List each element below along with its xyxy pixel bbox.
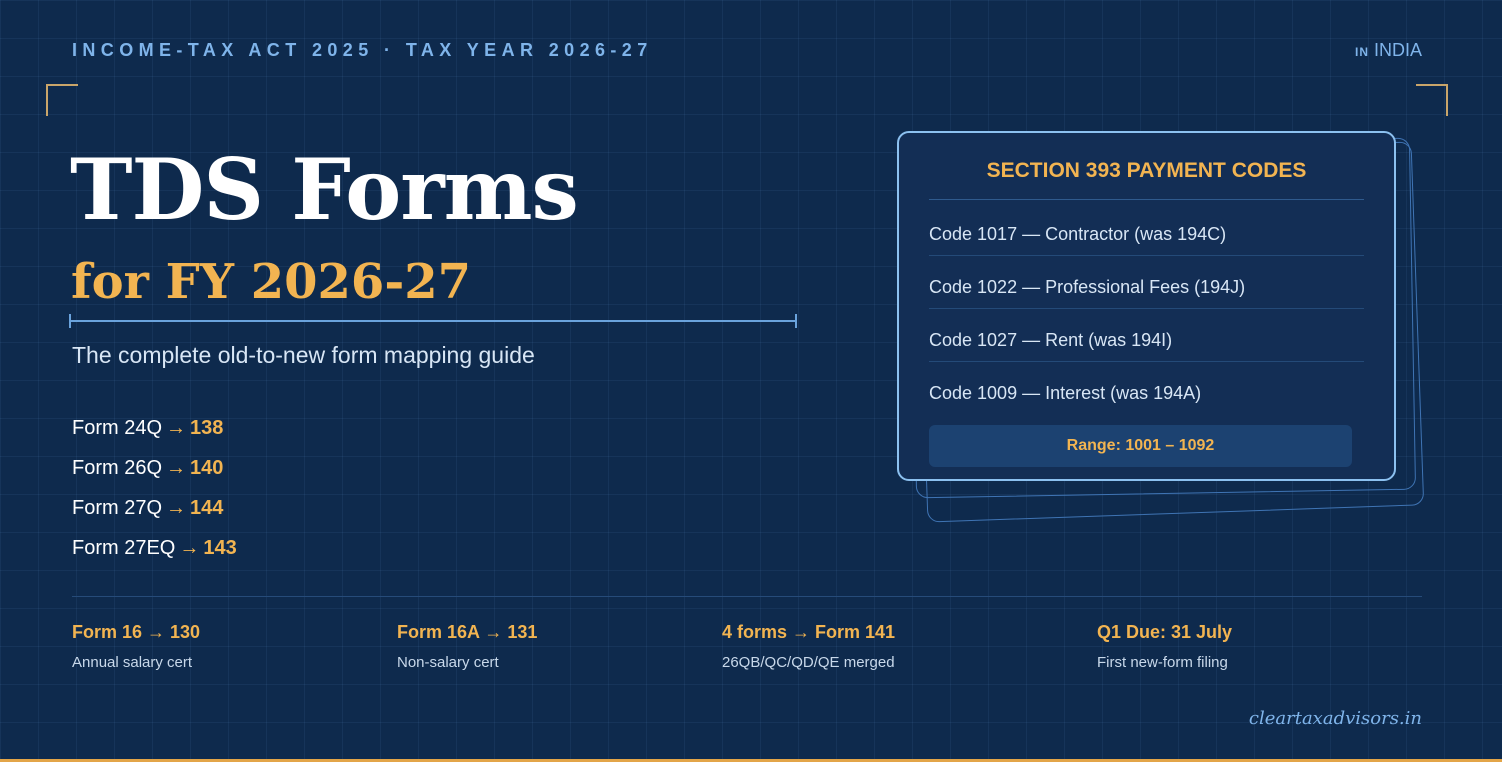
website-link[interactable]: cleartaxadvisors.in — [1248, 708, 1422, 729]
country-name: INDIA — [1373, 40, 1422, 60]
stat-form-141 — [722, 622, 895, 671]
stat-form-16 — [72, 622, 200, 671]
code-range-badge: Range: 1001 – 1092 — [929, 425, 1352, 467]
code-item: Code 1009 — Interest (was 194A) — [929, 383, 1202, 403]
stat-caption: Annual salary cert — [72, 654, 193, 671]
arrow-icon: → — [166, 497, 187, 519]
new-form: 143 — [203, 537, 237, 559]
payment-codes-card — [897, 131, 1396, 481]
country-code: IN — [1354, 45, 1369, 59]
new-form: 140 — [190, 457, 224, 479]
page-title: TDS Forms — [70, 140, 578, 239]
mapping-row — [72, 448, 237, 488]
header-kicker: INCOME-TAX ACT 2025 · TAX YEAR 2026-27 — [72, 40, 653, 60]
stat-caption: 26QB/QC/QD/QE merged — [722, 654, 895, 671]
stat-form-16a — [397, 622, 537, 671]
arrow-icon: → — [179, 537, 200, 559]
page-subtitle: for FY 2026-27 — [71, 254, 472, 310]
corner-bracket-top-left — [46, 84, 78, 116]
old-form: Form 27EQ — [72, 537, 176, 559]
title-divider — [69, 320, 797, 322]
new-form: 144 — [190, 497, 224, 519]
stat-title: Q1 Due: 31 July — [1097, 622, 1233, 642]
old-form: Form 26Q — [72, 457, 163, 479]
mapping-row — [72, 528, 237, 568]
stat-title: Form 16 → 130 — [72, 622, 201, 642]
stats-divider — [72, 596, 1422, 597]
code-item: Code 1017 — Contractor (was 194C) — [929, 203, 1364, 256]
form-mapping-list — [72, 408, 237, 568]
new-form: 138 — [190, 417, 224, 439]
old-form: Form 24Q — [72, 417, 163, 439]
country-label — [1355, 40, 1422, 61]
stat-title: Form 16A → 131 — [397, 622, 538, 642]
stat-caption: Non-salary cert — [397, 654, 499, 671]
stat-q1-due — [1097, 622, 1232, 671]
card-title: SECTION 393 PAYMENT CODES — [986, 159, 1307, 182]
mapping-row — [72, 488, 237, 528]
old-form: Form 27Q — [72, 497, 163, 519]
arrow-icon: → — [166, 457, 187, 479]
mapping-row — [72, 408, 237, 448]
tagline: The complete old-to-new form mapping guide — [72, 342, 535, 368]
stat-title: 4 forms → Form 141 — [722, 622, 896, 642]
card-divider — [929, 199, 1364, 200]
arrow-icon: → — [166, 417, 187, 439]
code-list — [929, 203, 1364, 414]
corner-bracket-top-right — [1416, 84, 1448, 116]
stat-caption: First new-form filing — [1097, 654, 1228, 671]
code-item: Code 1027 — Rent (was 194I) — [929, 309, 1364, 362]
code-item: Code 1022 — Professional Fees (194J) — [929, 256, 1364, 309]
